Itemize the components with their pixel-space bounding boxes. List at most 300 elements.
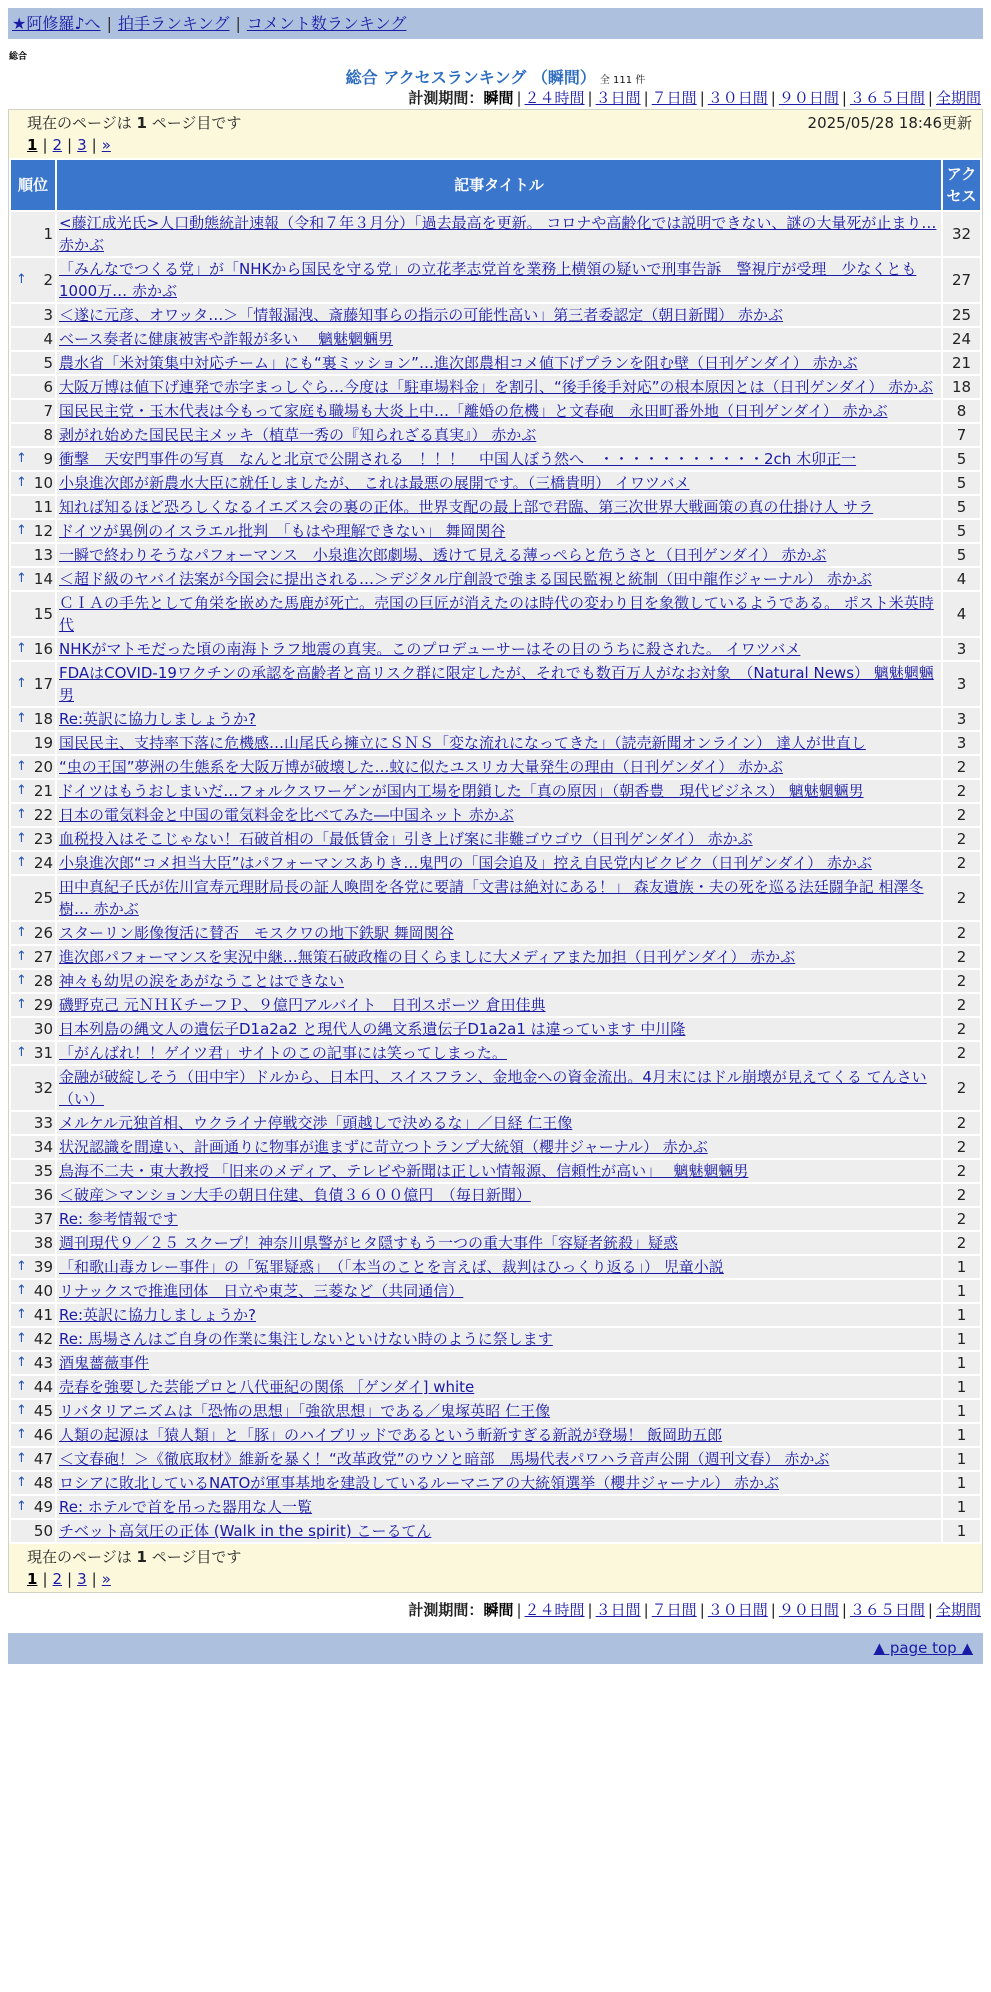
nav-sep: | (235, 14, 241, 33)
article-link[interactable]: ＜超ド級のヤバイ法案が今国会に提出される…＞デジタル庁創設で強まる国民監視と統制（田中龍作ジャーナル） 赤かぶ (59, 570, 872, 588)
title-cell (57, 732, 941, 754)
rank-number: 48 (33, 1474, 53, 1492)
article-link[interactable]: 大阪万博は値下げ連発で赤字まっしぐら…今度は「駐車場料金」を割引、“後手後手対応”の根本原因とは（日刊ゲンダイ） 赤かぶ (59, 378, 934, 396)
article-link[interactable]: 小泉進次郎“コメ担当大臣”はパフォーマンスありき…鬼門の「国会追及」控え自民党内ビクビク（日刊ゲンダイ） 赤かぶ (59, 854, 872, 872)
article-link[interactable]: 日本列島の縄文人の遺伝子D1a2a2 と現代人の縄文系遺伝子D1a2a1 は違っています 中川隆 (59, 1020, 686, 1038)
rank-number: 37 (33, 1210, 53, 1228)
period-option[interactable]: ２４時間 (524, 1601, 585, 1619)
nav-link-clap-ranking[interactable]: 拍手ランキング (117, 14, 230, 33)
title-cell (57, 448, 941, 470)
title-cell (57, 638, 941, 660)
access-count: 2 (943, 852, 980, 874)
article-link[interactable]: リナックスで推進団体 日立や東芝、三菱など（共同通信） (59, 1282, 464, 1300)
table-row (11, 328, 980, 350)
rank-number: 14 (33, 570, 53, 588)
article-link[interactable]: スターリン彫像復活に賛否 モスクワの地下鉄駅 舞岡関谷 (59, 924, 454, 942)
article-link[interactable]: 人類の起源は「猿人類」と「豚」のハイブリッドであるという斬新すぎる新説が登場！ 飯岡助五郎 (59, 1426, 723, 1444)
period-option[interactable]: ３０日間 (707, 1601, 768, 1619)
rank-cell (11, 876, 55, 920)
period-option[interactable]: 全期間 (935, 1601, 981, 1619)
rank-cell (11, 708, 55, 730)
title-cell (57, 568, 941, 590)
rank-up-icon: ↑ (16, 523, 27, 538)
period-sep: | (587, 89, 593, 107)
table-row (11, 1424, 980, 1446)
article-link[interactable]: 鳥海不二夫・東大教授 「旧来のメディア、テレビや新聞は正しい情報源、信頼性が高い」 魑魅魍魎男 (59, 1162, 749, 1180)
period-sep: | (770, 1601, 776, 1619)
rank-cell (11, 1042, 55, 1064)
rank-cell (11, 400, 55, 422)
rank-number: 47 (33, 1450, 53, 1468)
article-link[interactable]: 神々も幼児の涙をあがなうことはできない (59, 972, 345, 990)
rank-number: 44 (33, 1378, 53, 1396)
rank-up-icon: ↑ (16, 997, 27, 1012)
period-sep: | (699, 89, 705, 107)
access-count: 1 (943, 1520, 980, 1542)
access-count: 2 (943, 1136, 980, 1158)
access-count: 1 (943, 1400, 980, 1422)
rank-cell (11, 258, 55, 302)
title-cell (57, 544, 941, 566)
article-link[interactable]: Re:英訳に協力しましょうか? (59, 710, 256, 728)
rank-up-icon: ↑ (16, 1283, 27, 1298)
table-row (11, 1208, 980, 1230)
title-cell (57, 756, 941, 778)
period-sep: | (841, 89, 847, 107)
access-count: 2 (943, 756, 980, 778)
article-link[interactable]: 金融が破綻しそう（田中宇）ドルから、日本円、スイスフラン、金地金への資金流出。4月末にはドル崩壊が見えてくる てんさい（い） (59, 1068, 927, 1108)
pager (9, 134, 982, 158)
period-label: 計測期間： (408, 89, 484, 107)
access-count: 5 (943, 520, 980, 542)
period-sep: | (516, 89, 522, 107)
period-option[interactable]: ３０日間 (707, 89, 768, 107)
rank-cell (11, 212, 55, 256)
rank-number: 12 (33, 522, 53, 540)
rank-cell (11, 1352, 55, 1374)
article-link[interactable]: 磯野克己 元ＮＨＫチーフＰ、９億円アルバイト 日刊スポーツ 倉田佳典 (59, 996, 546, 1014)
title-cell (57, 1018, 941, 1040)
table-row (11, 732, 980, 754)
rank-number: 4 (43, 330, 53, 348)
access-count: 2 (943, 1018, 980, 1040)
article-link[interactable]: Re: ホテルで首を吊った器用な人一覧 (59, 1498, 313, 1516)
rank-up-icon: ↑ (16, 1499, 27, 1514)
pager-next[interactable]: » (101, 1570, 111, 1588)
title-cell (57, 1448, 941, 1470)
pager-sep: | (42, 136, 48, 154)
title-cell (57, 994, 941, 1016)
rank-number: 11 (33, 498, 53, 516)
rank-number: 35 (33, 1162, 53, 1180)
table-row (11, 780, 980, 802)
access-count: 5 (943, 448, 980, 470)
access-count: 1 (943, 1304, 980, 1326)
title-cell (57, 1376, 941, 1398)
access-count: 2 (943, 1184, 980, 1206)
article-link[interactable]: ロシアに敗北しているNATOが軍事基地を建設しているルーマニアの大統領選挙（櫻井ジャーナル） 赤かぶ (59, 1474, 780, 1492)
article-link[interactable]: 知れば知るほど恐ろしくなるイエズス会の裏の正体。世界支配の最上部で君臨、第三次世界大戦画策の真の仕掛け人 サラ (59, 498, 874, 516)
table-row (11, 994, 980, 1016)
rank-cell (11, 638, 55, 660)
rank-cell (11, 1256, 55, 1278)
period-option[interactable]: ２４時間 (524, 89, 585, 107)
rank-number: 29 (33, 996, 53, 1014)
rank-number: 16 (33, 640, 53, 658)
rank-cell (11, 1232, 55, 1254)
rank-cell (11, 424, 55, 446)
article-link[interactable]: ドイツはもうおしまいだ…フォルクスワーゲンが国内工場を閉鎖した「真の原因」（朝香豊 現代ビジネス） 魑魅魍魎男 (59, 782, 864, 800)
title-cell (57, 472, 941, 494)
period-option[interactable]: ９０日間 (778, 1601, 839, 1619)
rank-cell (11, 376, 55, 398)
title-cell (57, 708, 941, 730)
access-count: 1 (943, 1280, 980, 1302)
article-link[interactable]: 剥がれ始めた国民民主メッキ（植草一秀の『知られざる真実』） 赤かぶ (59, 426, 537, 444)
rank-up-icon: ↑ (16, 272, 27, 287)
table-row (11, 708, 980, 730)
rank-up-icon: ↑ (16, 807, 27, 822)
access-count: 2 (943, 994, 980, 1016)
access-count: 21 (943, 352, 980, 374)
table-row (11, 352, 980, 374)
table-row (11, 662, 980, 706)
rank-cell (11, 1376, 55, 1398)
title-cell (57, 922, 941, 944)
table-row (11, 1256, 980, 1278)
article-link[interactable]: 進次郎パフォーマンスを実況中継…無策石破政権の目くらましに大メディアまた加担（日刊ゲンダイ） 赤かぶ (59, 948, 796, 966)
rank-up-icon: ↑ (16, 1259, 27, 1274)
pager-sep: | (91, 136, 97, 154)
title-cell (57, 520, 941, 542)
access-count: 1 (943, 1448, 980, 1470)
rank-cell (11, 1328, 55, 1350)
ranking-panel (8, 109, 983, 1593)
rank-cell (11, 448, 55, 470)
article-link[interactable]: ベース奏者に健康被害や詐報が多い 魑魅魍魎男 (59, 330, 394, 348)
rank-number: 17 (33, 675, 53, 693)
access-count: 3 (943, 732, 980, 754)
article-link[interactable]: FDAはCOVID-19ワクチンの承認を高齢者と高リスク群に限定したが、それでも数百万人がなお対象 （Natural News） 魑魅魍魎男 (59, 664, 934, 704)
rank-cell (11, 352, 55, 374)
article-link[interactable]: “虫の王国”夢洲の生態系を大阪万博が破壊した…蚊に似たユスリカ大量発生の理由（日刊ゲンダイ） 赤かぶ (59, 758, 783, 776)
rank-cell (11, 1424, 55, 1446)
article-link[interactable]: 「みんなでつくる党」が「NHKから国民を守る党」の立花孝志党首を業務上横領の疑いで刑事告訴 警視庁が受理 少なくとも1000万… 赤かぶ (59, 260, 917, 300)
table-row (11, 376, 980, 398)
rank-up-icon: ↑ (16, 1045, 27, 1060)
rank-number: 22 (33, 806, 53, 824)
access-count: 3 (943, 708, 980, 730)
period-sep: | (699, 1601, 705, 1619)
title-cell (57, 970, 941, 992)
rank-number: 25 (33, 889, 53, 907)
rank-up-icon: ↑ (16, 1451, 27, 1466)
table-row (11, 592, 980, 636)
rank-cell (11, 1448, 55, 1470)
article-link[interactable]: ＜遂に元彦、オワッタ…＞「情報漏洩、斎藤知事らの指示の可能性高い」第三者委認定（朝日新聞） 赤かぶ (59, 306, 784, 324)
pager-sep: | (91, 1570, 97, 1588)
table-row (11, 304, 980, 326)
rank-up-icon: ↑ (16, 1379, 27, 1394)
title-cell (57, 212, 941, 256)
rank-cell (11, 496, 55, 518)
title-cell (57, 1304, 941, 1326)
rank-up-icon: ↑ (16, 759, 27, 774)
article-link[interactable]: 週刊現代９／２５ スクープ！神奈川県警がヒタ隠すもう一つの重大事件「容疑者銃殺」疑惑 (59, 1234, 679, 1252)
table-row (11, 828, 980, 850)
access-count: 3 (943, 662, 980, 706)
rank-up-icon: ↑ (16, 641, 27, 656)
pager-sep: | (67, 1570, 73, 1588)
page-title: 総合 アクセスランキング （瞬間） (345, 68, 596, 87)
access-count: 2 (943, 876, 980, 920)
rank-cell (11, 922, 55, 944)
table-row (11, 1232, 980, 1254)
rank-cell (11, 946, 55, 968)
article-link[interactable]: NHKがマトモだった頃の南海トラフ地震の真実。このプロデューサーはその日のうちに殺された。 イワツバメ (59, 640, 801, 658)
table-row (11, 1160, 980, 1182)
access-count: 2 (943, 1112, 980, 1134)
table-row (11, 520, 980, 542)
rank-up-icon: ↑ (16, 1427, 27, 1442)
table-row (11, 1400, 980, 1422)
table-row (11, 1472, 980, 1494)
period-option[interactable]: ７日間 (651, 89, 697, 107)
title-cell (57, 876, 941, 920)
article-link[interactable]: 国民民主党・玉木代表は今もって家庭も職場も大炎上中…「離婚の危機」と文春砲 永田町番外地（日刊ゲンダイ） 赤かぶ (59, 402, 888, 420)
access-count: 1 (943, 1472, 980, 1494)
rank-cell (11, 852, 55, 874)
article-link[interactable]: メルケル元独首相、ウクライナ停戦交渉「頭越しで決めるな」／日経 仁王像 (59, 1114, 573, 1132)
rank-up-icon: ↑ (16, 949, 27, 964)
page-header (0, 65, 991, 87)
access-count: 5 (943, 472, 980, 494)
rank-number: 42 (33, 1330, 53, 1348)
article-link[interactable]: Re:英訳に協力しましょうか? (59, 1306, 256, 1324)
rank-number: 21 (33, 782, 53, 800)
period-sep: | (841, 1601, 847, 1619)
rank-up-icon: ↑ (16, 1331, 27, 1346)
access-count: 5 (943, 544, 980, 566)
access-count: 2 (943, 970, 980, 992)
period-label: 計測期間： (408, 1601, 484, 1619)
access-count: 1 (943, 1328, 980, 1350)
rank-number: 10 (33, 474, 53, 492)
rank-number: 38 (33, 1234, 53, 1252)
rank-number: 13 (33, 546, 53, 564)
title-cell (57, 1066, 941, 1110)
table-row (11, 970, 980, 992)
rank-number: 7 (43, 402, 53, 420)
access-count: 18 (943, 376, 980, 398)
table-row (11, 946, 980, 968)
rank-cell (11, 970, 55, 992)
rank-up-icon: ↑ (16, 925, 27, 940)
rank-up-icon: ↑ (16, 1307, 27, 1322)
article-link[interactable]: 「和歌山毒カレー事件」の「冤罪疑惑」 （「本当のことを言えば、裁判はひっくり返る」） 児童小説 (59, 1258, 724, 1276)
pager-link[interactable]: 3 (77, 1570, 87, 1588)
rank-number: 28 (33, 972, 53, 990)
period-option[interactable]: ３日間 (595, 89, 641, 107)
period-option[interactable]: ３日間 (595, 1601, 641, 1619)
title-cell (57, 852, 941, 874)
pager-current: 1 (27, 1570, 38, 1588)
article-link[interactable]: 小泉進次郎が新農水大臣に就任しましたが、 これは最悪の展開です。（三橋貴明） イワツバメ (59, 474, 690, 492)
col-rank: 順位 (11, 160, 55, 210)
article-link[interactable]: Re: 馬場さんはご自身の作業に集注しないといけない時のように祭します (59, 1330, 553, 1348)
title-cell (57, 1472, 941, 1494)
table-row (11, 1328, 980, 1350)
article-link[interactable]: ＣＩＡの手先として角栄を嵌めた馬鹿が死亡。売国の巨匠が消えたのは時代の変わり目を象徴しているようである。 ポスト米英時代 (59, 594, 934, 634)
pager-next[interactable]: » (101, 136, 111, 154)
table-row (11, 1042, 980, 1064)
rank-cell (11, 732, 55, 754)
total-count: 全 111 件 (599, 75, 646, 86)
rank-cell (11, 520, 55, 542)
access-count: 2 (943, 1160, 980, 1182)
access-count: 1 (943, 1376, 980, 1398)
access-count: 2 (943, 780, 980, 802)
bottom-bar (8, 1633, 983, 1664)
access-count: 3 (943, 638, 980, 660)
title-cell (57, 400, 941, 422)
page-info-pre: 現在のページは (27, 114, 132, 132)
access-count: 2 (943, 1232, 980, 1254)
title-cell (57, 496, 941, 518)
period-sep: | (927, 1601, 933, 1619)
period-option[interactable]: 全期間 (935, 89, 981, 107)
rank-number: 45 (33, 1402, 53, 1420)
title-cell (57, 328, 941, 350)
article-link[interactable]: 売春を強要した芸能プロと八代亜紀の関係 ［ゲンダイ] white (59, 1378, 475, 1396)
article-link[interactable]: 一瞬で終わりそうなパフォーマンス 小泉進次郎劇場、透けて見える薄っぺらと危うさと（日刊ゲンダイ） 赤かぶ (59, 546, 827, 564)
access-count: 1 (943, 1256, 980, 1278)
title-cell (57, 1042, 941, 1064)
rank-up-icon: ↑ (16, 475, 27, 490)
table-row (11, 876, 980, 920)
rank-cell (11, 472, 55, 494)
rank-up-icon: ↑ (16, 451, 27, 466)
rank-number: 24 (33, 854, 53, 872)
table-row (11, 804, 980, 826)
article-link[interactable]: 衝撃 天安門事件の写真 なんと北京で公開される ！！！ 中国人ぼう然へ ・・・・・・・・・・・2ch 木卯正一 (59, 450, 857, 468)
title-cell (57, 1184, 941, 1206)
rank-number: 6 (43, 378, 53, 396)
period-option[interactable]: ３６５日間 (849, 89, 925, 107)
top-nav (8, 8, 983, 39)
article-link[interactable]: ドイツが異例のイスラエル批判 「もはや理解できない」 舞岡関谷 (59, 522, 506, 540)
access-count: 25 (943, 304, 980, 326)
period-sep: | (643, 89, 649, 107)
page-info-post: ページ目です (151, 1548, 242, 1566)
article-link[interactable]: 日本の電気料金と中国の電気料金を比べてみた―中国ネット 赤かぶ (59, 806, 514, 824)
access-count: 4 (943, 592, 980, 636)
rank-cell (11, 828, 55, 850)
rank-up-icon: ↑ (16, 676, 27, 691)
article-link[interactable]: 血税投入はそこじゃない！石破首相の「最低賃金」引き上げ案に非難ゴウゴウ（日刊ゲンダイ） 赤かぶ (59, 830, 753, 848)
pager-current: 1 (27, 136, 38, 154)
pager-link[interactable]: 3 (77, 136, 87, 154)
title-cell (57, 1160, 941, 1182)
title-cell (57, 258, 941, 302)
ranking-table (9, 158, 982, 1544)
nav-link-comment-ranking[interactable]: コメント数ランキング (246, 14, 407, 33)
rank-number: 23 (33, 830, 53, 848)
rank-cell (11, 1066, 55, 1110)
article-link[interactable]: チベット高気圧の正体 (Walk in the spirit) こーるてん (59, 1522, 432, 1540)
table-row (11, 852, 980, 874)
pager-link[interactable]: 2 (52, 1570, 63, 1588)
title-cell (57, 1520, 941, 1542)
page-top-link[interactable]: ▲ page top ▲ (873, 1639, 973, 1657)
article-link[interactable]: 「がんばれ！！ゲイツ君」サイトのこの記事には笑ってしまった。 (59, 1044, 507, 1062)
rank-number: 5 (43, 354, 53, 372)
article-link[interactable]: ＜文春砲！＞《徹底取材》維新を暴く！“改革政党”のウソと暗部 馬場代表パワハラ音声公開（週刊文春） 赤かぶ (59, 1450, 830, 1468)
period-option[interactable]: ３６５日間 (849, 1601, 925, 1619)
title-cell (57, 1424, 941, 1446)
rank-number: 40 (33, 1282, 53, 1300)
table-row (11, 1136, 980, 1158)
page-info-pre: 現在のページは (27, 1548, 132, 1566)
title-cell (57, 780, 941, 802)
period-option[interactable]: ９０日間 (778, 89, 839, 107)
rank-number: 41 (33, 1306, 53, 1324)
table-header-row (11, 160, 980, 210)
article-link[interactable]: 状況認識を間違い、計画通りに物事が進まずに苛立つトランプ大統領（櫻井ジャーナル） 赤かぶ (59, 1138, 708, 1156)
access-count: 2 (943, 828, 980, 850)
pager-link[interactable]: 2 (52, 136, 63, 154)
article-link[interactable]: 国民民主、支持率下落に危機感…山尾氏ら擁立にＳＮＳ「変な流れになってきた」（読売新聞オンライン） 達人が世直し (59, 734, 866, 752)
period-sep: | (516, 1601, 522, 1619)
article-link[interactable]: Re: 参考情報です (59, 1210, 178, 1228)
period-current: 瞬間 (483, 89, 514, 107)
article-link[interactable]: リバタリアニズムは「恐怖の思想」「強欲思想」である／鬼塚英昭 仁王像 (59, 1402, 551, 1420)
article-link[interactable]: 田中真紀子氏が佐川宣寿元理財局長の証人喚問を各党に要請「文書は絶対にある！」 森友遺族・夫の死を巡る法廷闘争記 相澤冬樹… 赤かぶ (59, 878, 924, 918)
table-row (11, 1280, 980, 1302)
title-cell (57, 1256, 941, 1278)
period-selector (0, 87, 991, 109)
article-link[interactable]: 農水省「米対策集中対応チーム」にも“裏ミッション”…進次郎農相コメ値下げプランを阻む壁（日刊ゲンダイ） 赤かぶ (59, 354, 858, 372)
article-link[interactable]: <藤江成光氏>人口動態統計速報（令和７年３月分）「過去最高を更新。 コロナや高齢化では説明できない、謎の大量死が止まり… 赤かぶ (59, 214, 937, 254)
title-cell (57, 946, 941, 968)
article-link[interactable]: ＜破産＞マンション大手の朝日住建、負債３６００億円 （毎日新聞） (59, 1186, 531, 1204)
rank-cell (11, 1496, 55, 1518)
article-link[interactable]: 酒鬼薔薇事件 (59, 1354, 150, 1372)
table-row (11, 424, 980, 446)
title-cell (57, 1280, 941, 1302)
rank-number: 2 (43, 271, 53, 289)
access-count: 8 (943, 400, 980, 422)
rank-up-icon: ↑ (16, 1475, 27, 1490)
table-row (11, 1448, 980, 1470)
table-row (11, 258, 980, 302)
rank-cell (11, 662, 55, 706)
rank-cell (11, 1184, 55, 1206)
period-option[interactable]: ７日間 (651, 1601, 697, 1619)
table-row (11, 1376, 980, 1398)
period-sep: | (643, 1601, 649, 1619)
access-count: 27 (943, 258, 980, 302)
title-cell (57, 1232, 941, 1254)
access-count: 2 (943, 1042, 980, 1064)
title-cell (57, 1208, 941, 1230)
table-row (11, 212, 980, 256)
title-cell (57, 1496, 941, 1518)
title-cell (57, 804, 941, 826)
table-row (11, 400, 980, 422)
page-info (27, 1546, 241, 1568)
nav-link-asyura[interactable]: ★阿修羅♪へ (12, 14, 101, 33)
